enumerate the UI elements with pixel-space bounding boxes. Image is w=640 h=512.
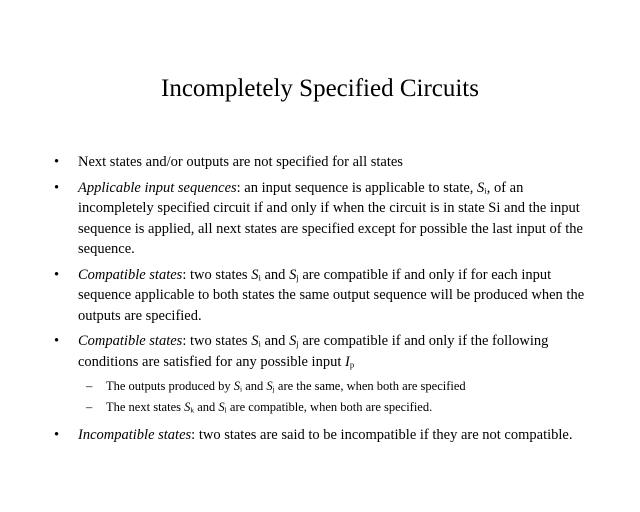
bullet-icon: • <box>54 179 60 196</box>
state-symbol: S <box>218 400 225 414</box>
bullet-text: : two states <box>182 333 252 349</box>
state-subscript: i <box>258 338 261 349</box>
state-symbol: S <box>251 266 259 283</box>
bullet-text: and <box>260 266 290 283</box>
term-incompatible-states: Incompatible states <box>78 427 192 443</box>
bullet-list <box>52 152 592 451</box>
bullet-icon: • <box>54 333 60 349</box>
sub-bullet-list <box>78 377 592 417</box>
state-symbol: S <box>477 179 485 196</box>
sub-text: and <box>242 379 267 393</box>
bullet-icon: • <box>54 427 60 443</box>
sub-text: are compatible, when both are specified. <box>226 400 433 414</box>
state-subscript: l <box>224 405 227 415</box>
dash-icon: – <box>86 400 93 414</box>
state-subscript: i <box>484 185 487 196</box>
state-subscript: i <box>240 384 243 394</box>
state-subscript: j <box>296 272 299 283</box>
input-symbol: I <box>345 353 350 370</box>
term-compatible-states: Compatible states <box>78 333 183 349</box>
bullet-item-compatible-states-def2 <box>52 331 592 417</box>
bullet-icon: • <box>54 154 60 170</box>
state-subscript: k <box>190 405 195 415</box>
bullet-item-incompatible-states <box>52 425 592 446</box>
sub-text: The next states <box>106 400 185 414</box>
bullet-item-applicable-sequences <box>52 178 592 260</box>
sub-item-outputs <box>78 377 592 396</box>
bullet-icon: • <box>54 266 60 283</box>
input-subscript: p <box>349 359 355 370</box>
state-subscript: j <box>272 384 275 394</box>
state-symbol: S <box>184 400 191 414</box>
state-symbol: S <box>233 379 241 393</box>
sub-text: are the same, when both are specified <box>274 379 466 393</box>
state-subscript: j <box>296 338 299 349</box>
bullet-text: : two states <box>182 266 252 283</box>
bullet-text: , of an incompletely specified circuit if and only if when the circuit is in state Si and the input sequence is applied, all next states are specified except for possible the last input of the sequence. <box>78 179 583 257</box>
term-compatible-states: Compatible states <box>78 266 183 283</box>
bullet-text: and <box>260 333 290 349</box>
sub-text: and <box>194 400 219 414</box>
state-symbol: S <box>289 333 297 349</box>
slide-title: Incompletely Specified Circuits <box>161 75 479 102</box>
state-symbol: S <box>266 379 273 393</box>
bullet-text: : an input sequence is applicable to state, <box>236 179 478 196</box>
dash-icon: – <box>86 379 93 393</box>
bullet-text: : two states are said to be incompatible if they are not compatible. <box>191 427 573 443</box>
bullet-text: are compatible if and only if for each input sequence applicable to both states the same output sequence will be produced when the outputs are specified. <box>78 266 585 324</box>
bullet-item-incomplete-spec <box>52 152 592 173</box>
state-symbol: S <box>289 266 297 283</box>
sub-item-next-states <box>78 398 592 417</box>
bullet-text: are compatible if and only if the following conditions are satisfied for any possible input <box>78 333 549 370</box>
sub-text: The outputs produced by <box>106 379 234 393</box>
bullet-item-compatible-states-def1 <box>52 265 592 327</box>
bullet-text: Next states and/or outputs are not specified for all states <box>78 154 403 170</box>
term-applicable-input-sequences: Applicable input sequences <box>78 179 237 196</box>
state-symbol: S <box>251 333 259 349</box>
state-subscript: i <box>258 272 261 283</box>
